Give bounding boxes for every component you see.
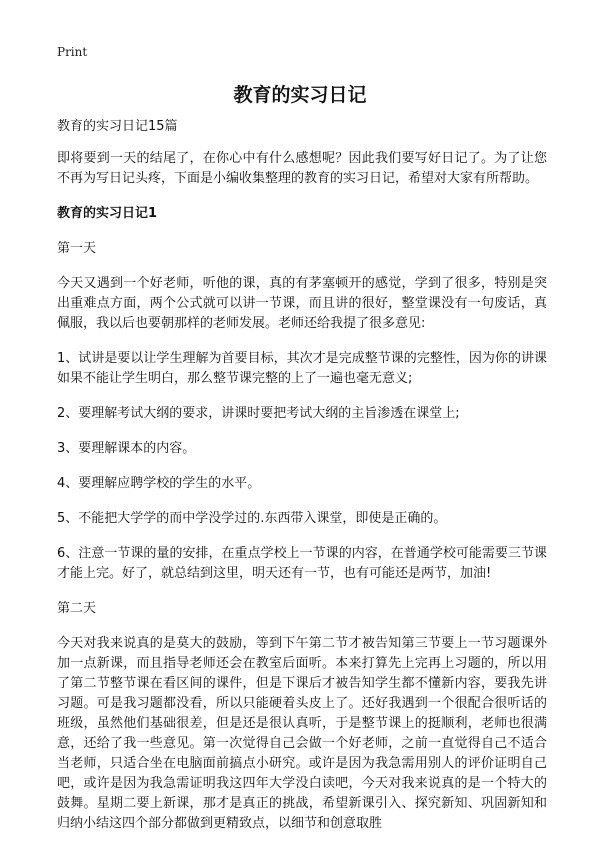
page-title: 教育的实习日记 <box>233 84 367 106</box>
document-body <box>57 117 547 849</box>
intro-paragraph: 即将要到一天的结尾了，在你心中有什么感想呢？因此我们要写好日记了。为了让您不再为写日记头疼，下面是小编收集整理的教育的实习日记，希望对大家有所帮助。 <box>57 151 547 186</box>
advice-item: 1、试讲是要以让学生理解为首要目标，其次才是完成整节课的完整性，因为你的讲课如果不能让学生明白，那么整节课完整的上了一遍也毫无意义; <box>57 351 547 386</box>
advice-item: 5、不能把大学学的而中学没学过的.东西带入课堂，即使是正确的。 <box>57 511 447 526</box>
advice-item: 3、要理解课本的内容。 <box>57 441 196 456</box>
body-paragraph: 今天又遇到一个好老师，听他的课，真的有茅塞顿开的感觉，学到了很多，特别是突出重难点方面，两个公式就可以讲一节课，而且讲的很好，整堂课没有一句废话，真佩服，我以后也要朝那样的老师发展。老师还给我提了很多意见: <box>57 276 547 331</box>
advice-item: 6、注意一节课的量的安排，在重点学校上一节课的内容，在普通学校可能需要三节课才能上完。好了，就总结到这里，明天还有一节，也有可能还是两节，加油! <box>57 546 547 581</box>
print-link[interactable]: Print <box>57 45 88 59</box>
body-paragraph: 今天对我来说真的是莫大的鼓励，等到下午第二节才被告知第三节要上一节习题课外加一点新课，而且指导老师还会在教室后面听。本来打算先上完再上习题的，所以用了第二节整节课在看区间的课件，但是下课后才被告知学生都不懂新内容，要我先讲习题。可是我习题都没看，所以只能硬着头皮上了。还好我遇到一个很配合很听话的班级，虽然他们基础很差，但是还是很认真听，于是整节课上的挺顺利，老师也很满意，还给了我一些意见。第一次觉得自己会做一个好老师，之前一直觉得自己不适合当老师，只适合坐在电脑面前搞点小研究。或许是因为我急需用别人的评价证明自己吧，或许是因为我急需证明我这四年大学没白读吧，今天对我来说真的是一个特大的鼓舞。星期二要上新课，那才是真正的挑战，希望新课引入、探究新知、巩固新知和归纳小结这四个部分都做到更精致点，以细节和创意取胜 <box>57 636 547 831</box>
day-heading: 第一天 <box>57 241 97 256</box>
document-subtitle: 教育的实习日记15篇 <box>57 119 178 134</box>
advice-item: 4、要理解应聘学校的学生的水平。 <box>57 476 261 491</box>
day-heading: 第二天 <box>57 601 97 616</box>
section-heading: 教育的实习日记1 <box>57 206 158 221</box>
advice-item: 2、要理解考试大纲的要求，讲课时要把考试大纲的主旨渗透在课堂上; <box>57 406 460 421</box>
